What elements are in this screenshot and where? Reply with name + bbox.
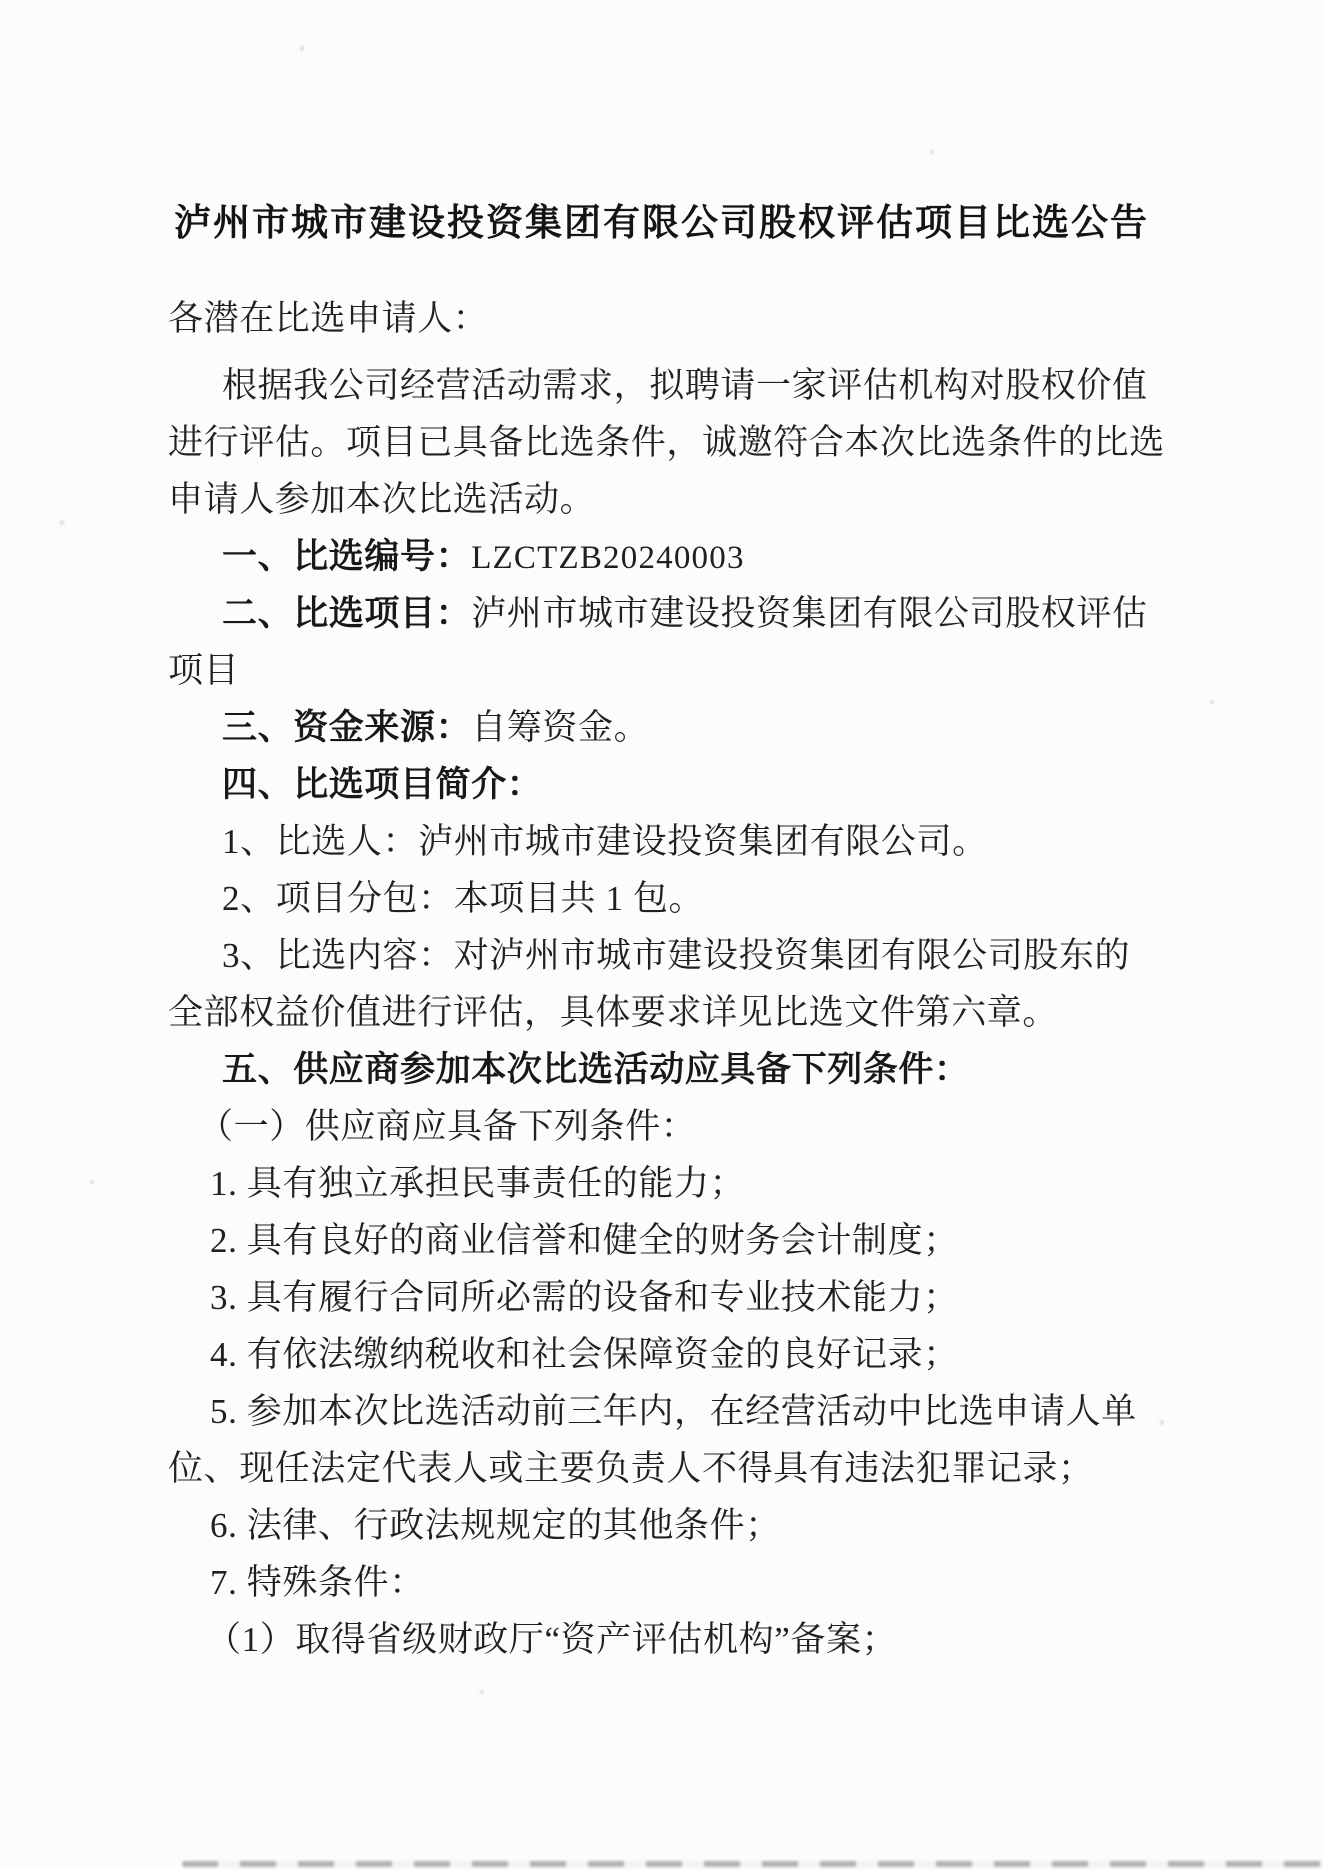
line-text-segment: 申请人参加本次比选活动。: [168, 480, 596, 519]
line-salutation: [168, 290, 1150, 347]
line-condition-6: [168, 1497, 1150, 1554]
line-text-segment: 6. 法律、行政法规规定的其他条件；: [210, 1506, 781, 1545]
line-intro-1: [168, 357, 1150, 414]
bid-number-value: LZCTZB20240003: [471, 540, 745, 576]
line-text-segment: 2. 具有良好的商业信誉和健全的财务会计制度；: [210, 1221, 959, 1260]
line-condition-group-heading: [168, 1098, 1150, 1155]
scan-speckle: [300, 46, 304, 51]
line-condition-5: [168, 1383, 1150, 1440]
line-intro-3: [168, 471, 1150, 528]
line-condition-4: [168, 1326, 1150, 1383]
line-text-segment: 项目: [168, 651, 240, 690]
line-text-segment: 自筹资金。: [471, 708, 650, 747]
line-text-segment: 位、现任法定代表人或主要负责人不得具有违法犯罪记录；: [168, 1449, 1094, 1488]
section-label: 五、供应商参加本次比选活动应具备下列条件：: [222, 1050, 970, 1089]
line-text-segment: 4. 有依法缴纳税收和社会保障资金的良好记录；: [210, 1335, 959, 1374]
scan-speckle: [90, 1180, 94, 1184]
document-body: [168, 290, 1165, 1668]
line-section-1-bid-number: [168, 528, 1150, 585]
line-condition-7: [168, 1554, 1150, 1611]
line-condition-1: [168, 1155, 1150, 1212]
line-text-segment: 进行评估。项目已具备比选条件，诚邀符合本次比选条件的比选: [168, 423, 1165, 462]
line-condition-5-cont: [168, 1440, 1150, 1497]
line-text-segment: 泸州市城市建设投资集团有限公司股权评估: [471, 594, 1148, 633]
line-condition-2: [168, 1212, 1150, 1269]
line-text-segment: 7. 特殊条件：: [210, 1563, 425, 1602]
line-text-segment: （1）取得省级财政厅“资产评估机构”备案；: [206, 1620, 898, 1659]
line-item-2-packages: [168, 870, 1150, 927]
line-text-segment: 各潜在比选申请人：: [168, 299, 489, 338]
scan-speckle: [1210, 700, 1214, 704]
line-text-segment: 1、比选人：泸州市城市建设投资集团有限公司。: [222, 822, 988, 861]
section-label: 三、资金来源：: [222, 708, 472, 747]
line-item-1-bidder: [168, 813, 1150, 870]
scan-speckle: [1160, 1420, 1164, 1425]
line-text-segment: 全部权益价值进行评估，具体要求详见比选文件第六章。: [168, 993, 1059, 1032]
line-intro-2: [168, 414, 1165, 471]
line-condition-3: [168, 1269, 1150, 1326]
line-section-2-cont: [168, 642, 1150, 699]
scan-speckle: [60, 520, 64, 525]
line-section-3-funding: [168, 699, 1150, 756]
scan-speckle: [930, 150, 934, 154]
line-item-3-content: [168, 927, 1150, 984]
line-item-3-cont: [168, 984, 1150, 1041]
line-text-segment: 1. 具有独立承担民事责任的能力；: [210, 1164, 746, 1203]
line-text-segment: 3. 具有履行合同所必需的设备和专业技术能力；: [210, 1278, 959, 1317]
section-label: 四、比选项目简介：: [222, 765, 543, 804]
scan-artifact-bottom-edge: [182, 1861, 1323, 1867]
line-text-segment: 3、比选内容：对泸州市城市建设投资集团有限公司股东的: [222, 936, 1131, 975]
page-title: 泸州市城市建设投资集团有限公司股权评估项目比选公告: [174, 202, 1149, 243]
line-text-segment: 2、项目分包：本项目共 1 包。: [222, 879, 705, 918]
line-special-condition-1: [168, 1611, 1150, 1668]
scan-speckle: [480, 1690, 484, 1694]
line-text-segment: 根据我公司经营活动需求，拟聘请一家评估机构对股权价值: [222, 366, 1148, 405]
line-text-segment: 5. 参加本次比选活动前三年内，在经营活动中比选申请人单: [210, 1392, 1137, 1431]
line-section-5-heading: [168, 1041, 1150, 1098]
line-section-4-heading: [168, 756, 1150, 813]
line-text-segment: （一）供应商应具备下列条件：: [198, 1107, 697, 1146]
section-label: 二、比选项目：: [222, 594, 472, 633]
section-label: 一、比选编号：: [222, 537, 472, 576]
line-section-2-project: [168, 585, 1150, 642]
